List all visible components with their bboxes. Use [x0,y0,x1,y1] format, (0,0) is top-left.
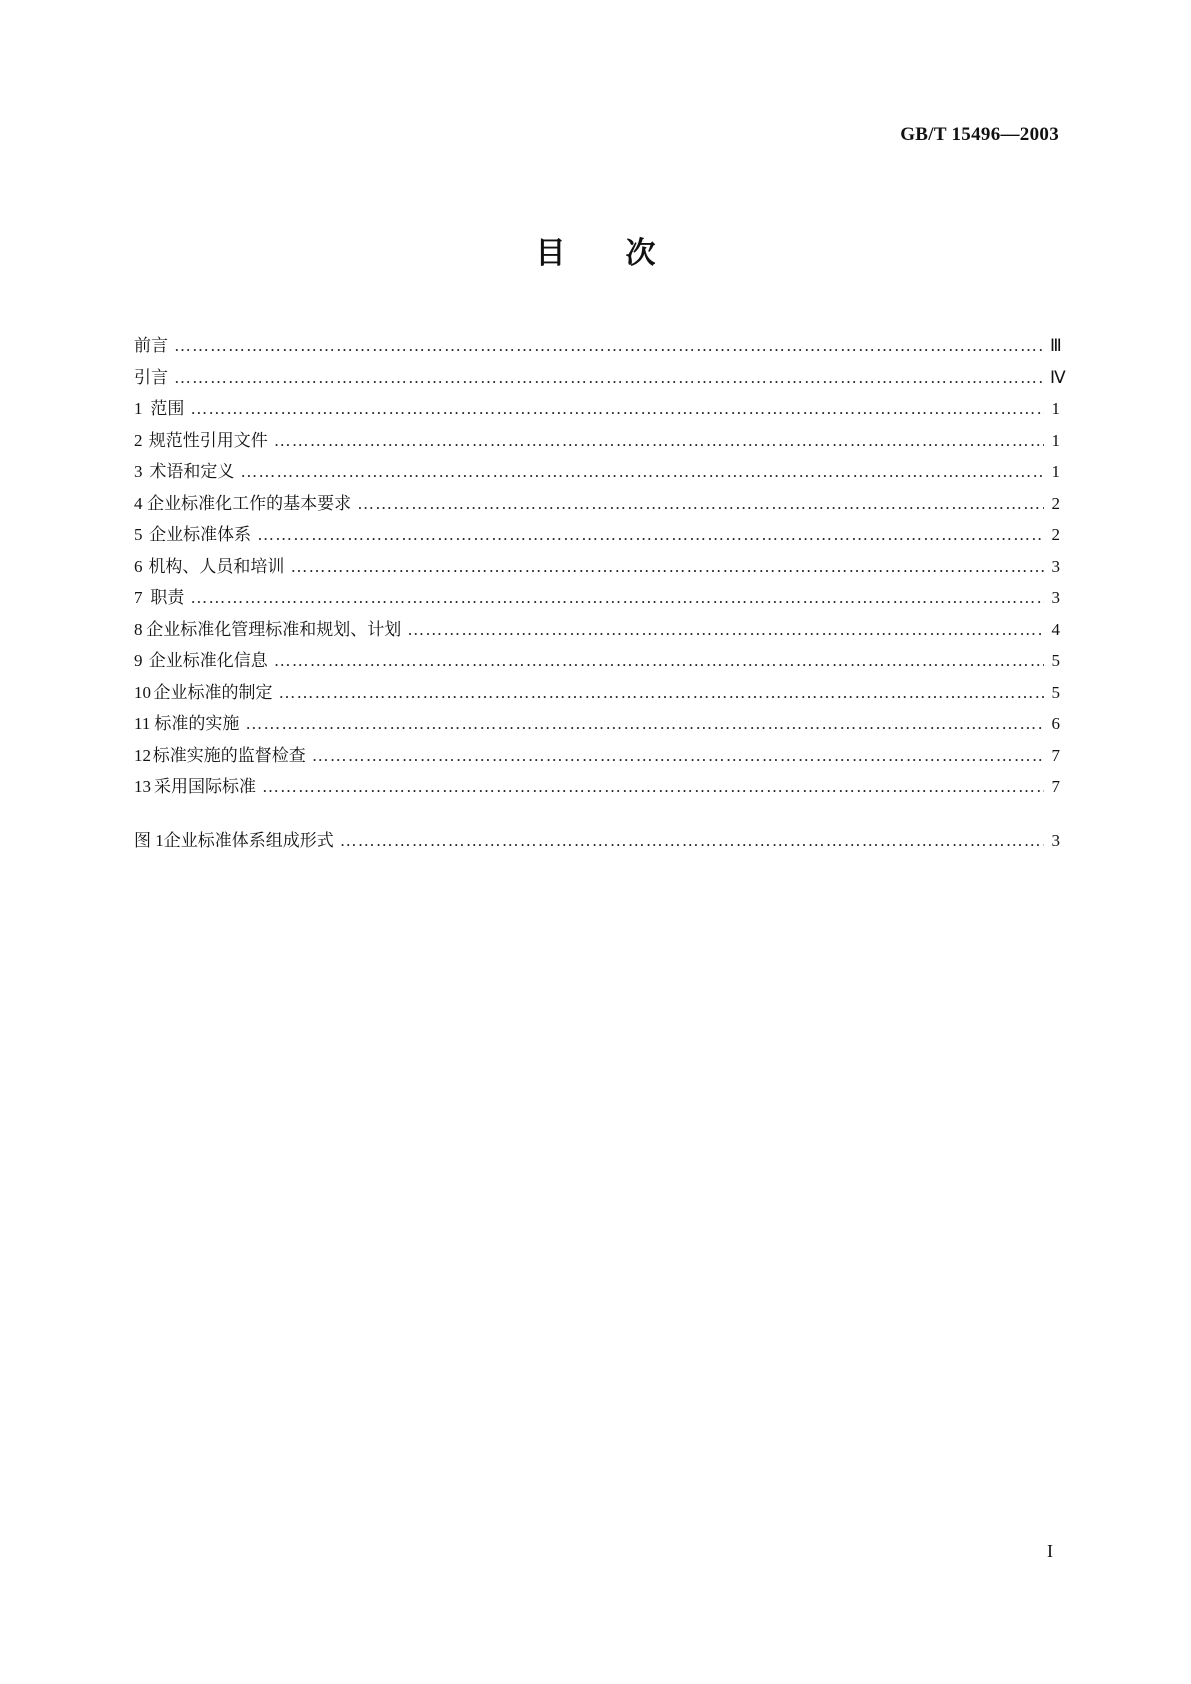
standard-number: GB/T 15496—2003 [900,124,1059,145]
toc-entry-number: 10 [134,682,151,702]
toc-entry-page: Ⅲ [1050,336,1062,355]
toc-entry-number: 2 [134,430,143,450]
toc-entry-number: 5 [134,525,143,544]
toc-entry-chapter-7[interactable] [134,582,1060,614]
toc-entry-number: 图 1 [134,830,164,850]
toc-entry-chapter-11[interactable] [134,708,1060,740]
toc-entry-title: 范围 [150,399,185,419]
toc-entry-number: 13 [134,777,151,796]
toc-entry-chapter-12[interactable] [134,740,1060,772]
toc-entry-number: 1 [134,399,143,418]
toc-entry-page: 7 [1051,777,1060,796]
toc-entry-title: 企业标准化管理标准和规划、计划 [146,619,402,640]
toc-leader-dots [174,362,1044,394]
toc-entry-page: 2 [1051,493,1060,513]
toc-entry-page: 1 [1051,462,1060,481]
toc-entry-chapter-8[interactable] [134,614,1060,646]
toc-entry-chapter-2[interactable] [134,425,1060,457]
table-of-contents [134,330,1066,856]
toc-entry-number: 12 [134,745,151,765]
toc-entry-title: 企业标准化工作的基本要求 [147,493,352,514]
toc-entry-chapter-13[interactable] [134,771,1060,803]
toc-entry-title: 企业标准体系组成形式 [163,830,334,851]
toc-entry-chapter-5[interactable] [134,519,1060,551]
toc-leader-dots [357,488,1044,520]
toc-entry-chapter-1[interactable] [134,393,1060,425]
toc-entry-number: 11 [134,714,151,733]
toc-leader-dots [274,645,1044,677]
toc-leader-dots [262,771,1044,803]
toc-entry-foreword[interactable] [134,330,1060,362]
toc-entry-chapter-9[interactable] [134,645,1060,677]
toc-entry-title: 机构、人员和培训 [148,556,285,577]
toc-entry-title: 企业标准化信息 [148,651,268,671]
toc-entry-title: 标准实施的监督检查 [152,745,306,766]
toc-entry-chapter-10[interactable] [134,677,1060,709]
toc-entry-title: 规范性引用文件 [148,430,268,451]
toc-entry-number: 3 [134,462,143,481]
title-char-1: 目 [535,236,566,271]
toc-entry-page: 3 [1051,556,1060,576]
toc-leader-dots [279,677,1044,709]
toc-leader-dots [290,551,1044,583]
toc-leader-dots [312,740,1044,772]
toc-entry-chapter-4[interactable] [134,488,1060,520]
toc-entry-title: 标准的实施 [154,714,240,734]
toc-entry-title: 企业标准的制定 [153,682,273,703]
toc-entry-number: 6 [134,556,143,576]
page-number: I [1047,1541,1053,1561]
toc-leader-dots [190,582,1044,614]
toc-leader-dots [240,456,1044,488]
toc-leader-dots [245,708,1044,740]
toc-section-spacer [134,803,1060,825]
toc-leader-dots [190,393,1044,425]
toc-leader-dots [407,614,1044,646]
toc-entry-title: 职责 [150,588,185,608]
toc-entry-number: 4 [134,493,143,513]
toc-entry-page: 4 [1051,619,1060,639]
toc-entry-page: 7 [1051,745,1060,765]
toc-entry-page: Ⅳ [1050,367,1066,387]
toc-entry-title: 术语和定义 [149,462,235,482]
toc-leader-dots [257,519,1044,551]
toc-entry-title: 采用国际标准 [153,777,256,797]
toc-entry-page: 5 [1051,651,1060,670]
title-char-2: 次 [625,236,656,271]
toc-entry-page: 1 [1051,430,1060,450]
toc-entry-introduction[interactable] [134,362,1066,394]
toc-entry-page: 3 [1051,830,1060,850]
toc-entry-number: 8 [134,619,143,639]
toc-entry-title: 前言 [134,336,168,356]
toc-leader-dots [340,825,1044,857]
toc-entry-page: 3 [1051,588,1060,607]
toc-entry-chapter-3[interactable] [134,456,1060,488]
toc-entry-page: 5 [1051,682,1060,702]
toc-entry-number: 9 [134,651,143,670]
toc-entry-number: 7 [134,588,143,607]
toc-leader-dots [174,330,1044,362]
toc-leader-dots [274,425,1044,457]
toc-entry-chapter-6[interactable] [134,551,1060,583]
toc-entry-page: 6 [1051,714,1060,733]
toc-entry-page: 2 [1051,525,1060,544]
toc-entry-title: 引言 [134,367,168,388]
page-title [0,228,1191,272]
toc-entry-page: 1 [1051,399,1060,418]
toc-entry-title: 企业标准体系 [149,525,252,545]
toc-entry-figure-1[interactable] [134,825,1060,857]
